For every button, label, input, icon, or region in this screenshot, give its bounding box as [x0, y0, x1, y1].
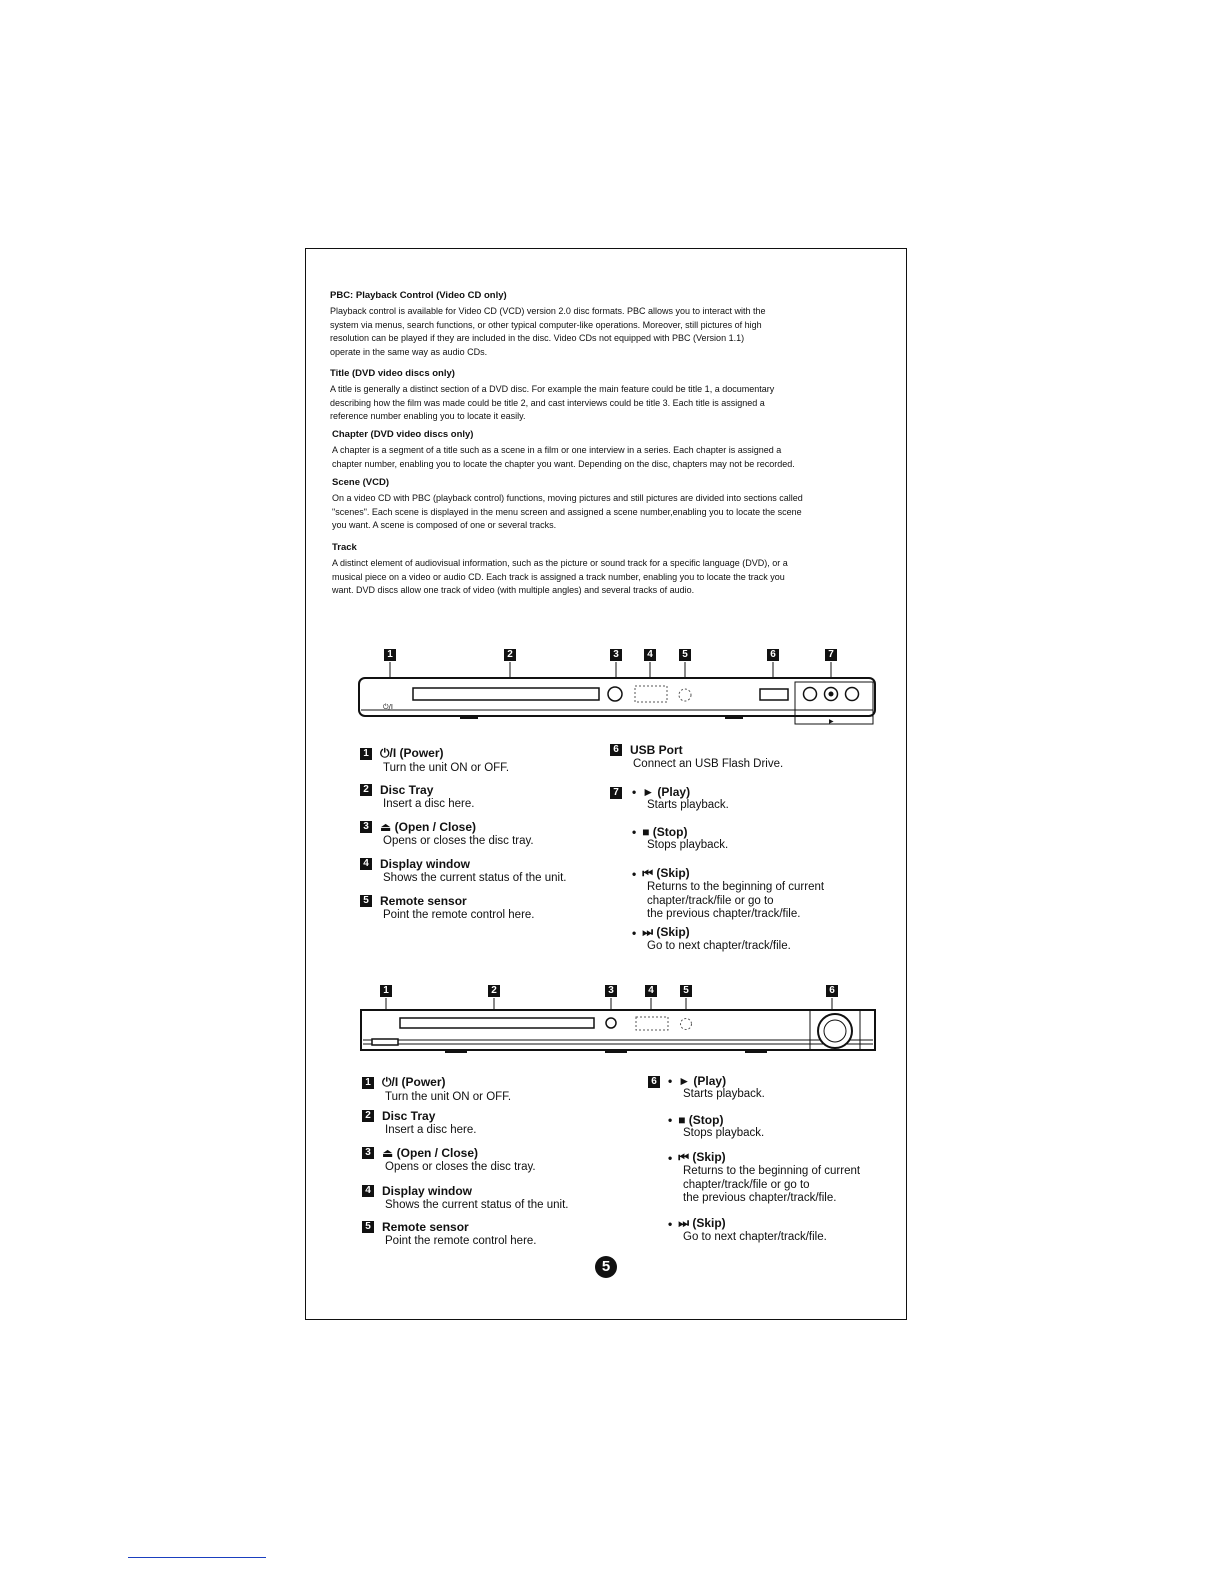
control-title: ⏮ (Skip) — [642, 866, 690, 880]
item-badge: 5 — [362, 1221, 374, 1233]
item-desc: Point the remote control here. — [383, 909, 535, 921]
panel1-controls-badge: 7 — [610, 787, 622, 799]
item-desc: Connect an USB Flash Drive. — [633, 758, 784, 770]
control-desc: the previous chapter/track/file. — [647, 908, 801, 920]
dvd-player-front-panel-1 — [355, 660, 880, 730]
item-title: ⏻/I (Power) — [380, 746, 444, 760]
callout-4: 4 — [645, 985, 657, 997]
callout-3: 3 — [610, 649, 622, 661]
glossary-line: A distinct element of audiovisual information, such as the picture or sound track for a specific language (DVD), or a — [332, 558, 788, 568]
callout-4: 4 — [644, 649, 656, 661]
glossary-line: On a video CD with PBC (playback control) functions, moving pictures and still pictures are divided into sections called — [332, 493, 803, 503]
glossary-line: resolution can be played if they are included in the disc. Video CDs not equipped with PBC (Version 1.1) — [330, 333, 745, 343]
item-title: Remote sensor — [382, 1220, 469, 1234]
control-desc: Returns to the beginning of current — [647, 881, 825, 893]
callout-3: 3 — [605, 985, 617, 997]
item-badge: 3 — [360, 821, 372, 833]
item-title: ⏏ (Open / Close) — [380, 820, 477, 834]
item-badge: 2 — [362, 1110, 374, 1122]
glossary-line: musical piece on a video or audio CD. Each track is assigned a track number, enabling you to locate the track you — [332, 571, 785, 582]
glossary-line: you want. A scene is composed of one or several tracks. — [332, 520, 557, 530]
panel2-control-skip-forward: • ⏭ (Skip) Go to next chapter/track/file. — [668, 1216, 827, 1243]
control-desc: Stops playback. — [647, 839, 729, 851]
page-number: 5 — [595, 1256, 617, 1278]
item-title: Disc Tray — [380, 783, 434, 797]
callout-2: 2 — [488, 985, 500, 997]
panel1-control-skip-forward: • ⏭ (Skip) Go to next chapter/track/file. — [632, 925, 791, 952]
item-title: USB Port — [630, 743, 683, 757]
panel1-control-play: • ► (Play) Starts playback. — [632, 785, 729, 811]
panel1-control-stop: • ■ (Stop) Stops playback. — [632, 825, 729, 851]
panel1-item-display-window — [360, 857, 566, 885]
control-title: ⏭ (Skip) — [642, 925, 690, 939]
glossary-chapter — [332, 429, 892, 471]
callout-2: 2 — [504, 649, 516, 661]
item-desc: Opens or closes the disc tray. — [385, 1161, 536, 1173]
item-title: ⏏ (Open / Close) — [382, 1146, 479, 1160]
item-title: Display window — [380, 857, 471, 871]
panel2-item-disc-tray — [362, 1109, 476, 1137]
glossary-line: reference number enabling you to locate it easily. — [330, 411, 526, 421]
panel2-control-skip-back: • ⏮ (Skip) Returns to the beginning of current chapter/track/file or go to the previous chapter/track/file. — [668, 1150, 861, 1204]
panel1-item-disc-tray — [360, 783, 474, 811]
glossary-title: Scene (VCD) — [332, 477, 390, 488]
glossary-line: A chapter is a segment of a title such as a scene in a film or one interview in a series. Each chapter is assigned a — [332, 445, 782, 455]
control-title: ⏮ (Skip) — [678, 1150, 726, 1164]
control-desc: Starts playback. — [683, 1088, 765, 1100]
item-badge: 5 — [360, 895, 372, 907]
glossary-line: system via menus, search functions, or other typical computer-like operations. Moreover, still pictures of high — [330, 319, 762, 330]
glossary-line: "scenes". Each scene is displayed in the menu screen and assigned a scene number,enabling you to locate the scene — [332, 506, 802, 517]
item-title: Disc Tray — [382, 1109, 436, 1123]
glossary-line: A title is generally a distinct section of a DVD disc. For example the main feature could be title 1, a documentary — [330, 384, 775, 394]
glossary-title: Chapter (DVD video discs only) — [332, 429, 474, 440]
item-badge: 4 — [360, 858, 372, 870]
glossary-line: chapter number, enabling you to locate the chapter you want. Depending on the disc, chapters may not be recorded. — [332, 458, 795, 469]
item-desc: Shows the current status of the unit. — [385, 1199, 569, 1211]
item-badge: 4 — [362, 1185, 374, 1197]
panel2-control-stop: • ■ (Stop) Stops playback. — [668, 1113, 765, 1139]
panel2-item-open-close — [362, 1146, 536, 1174]
panel2-item-display-window — [362, 1184, 568, 1212]
panel1-control-skip-back: • ⏮ (Skip) Returns to the beginning of current chapter/track/file or go to the previous chapter/track/file. — [632, 866, 825, 920]
control-desc: chapter/track/file or go to — [683, 1178, 810, 1191]
item-badge: 2 — [360, 784, 372, 796]
glossary-line: Playback control is available for Video CD (VCD) version 2.0 disc formats. PBC allows you to interact with the — [330, 306, 766, 316]
glossary-pbc — [330, 290, 890, 359]
item-badge: 6 — [610, 744, 622, 756]
glossary-title-section — [330, 368, 890, 424]
item-desc: Turn the unit ON or OFF. — [383, 762, 510, 774]
control-desc: chapter/track/file or go to — [647, 894, 774, 907]
panel1-item-remote-sensor — [360, 894, 535, 922]
callout-6: 6 — [767, 649, 779, 661]
control-desc: Go to next chapter/track/file. — [683, 1231, 827, 1243]
panel1-item-open-close — [360, 820, 534, 848]
control-desc: Go to next chapter/track/file. — [647, 940, 791, 952]
dvd-player-front-panel-2 — [355, 996, 880, 1058]
glossary-scene — [332, 477, 892, 533]
panel1-item-power — [360, 746, 509, 775]
footer-rule — [128, 1557, 266, 1558]
callout-1: 1 — [384, 649, 396, 661]
panel1-item-usb-port — [610, 743, 783, 771]
callout-6: 6 — [826, 985, 838, 997]
callout-5: 5 — [679, 649, 691, 661]
item-desc: Shows the current status of the unit. — [383, 872, 567, 884]
control-title: ■ (Stop) — [642, 825, 688, 839]
panel2-controls-badge: 6 — [648, 1076, 660, 1088]
power-symbol: ⏻/I — [383, 703, 393, 711]
item-badge: 1 — [360, 748, 372, 760]
glossary-line: want. DVD discs allow one track of video (with multiple angles) and several tracks of audio. — [332, 585, 695, 595]
panel2-item-power — [362, 1075, 511, 1104]
callout-5: 5 — [680, 985, 692, 997]
control-desc: Stops playback. — [683, 1127, 765, 1139]
glossary-track — [332, 542, 892, 598]
item-badge: 3 — [362, 1147, 374, 1159]
control-desc: Returns to the beginning of current — [683, 1165, 861, 1177]
callout-1: 1 — [380, 985, 392, 997]
play-symbol: ▶ — [829, 718, 834, 725]
panel2-control-play: • ► (Play) Starts playback. — [668, 1074, 765, 1100]
control-title: ► (Play) — [678, 1074, 727, 1088]
control-desc: Starts playback. — [647, 799, 729, 811]
item-desc: Turn the unit ON or OFF. — [385, 1091, 512, 1103]
callout-7: 7 — [825, 649, 837, 661]
glossary-title: PBC: Playback Control (Video CD only) — [330, 290, 507, 301]
glossary-title: Title (DVD video discs only) — [330, 368, 455, 379]
control-desc: the previous chapter/track/file. — [683, 1192, 837, 1204]
control-title: ► (Play) — [642, 785, 691, 799]
panel2-item-remote-sensor — [362, 1220, 537, 1248]
item-desc: Insert a disc here. — [385, 1124, 477, 1136]
item-desc: Opens or closes the disc tray. — [383, 835, 534, 847]
item-title: Display window — [382, 1184, 473, 1198]
glossary-line: describing how the film was made could be title 2, and cast interviews could be title 3. Each title is assigned a — [330, 397, 765, 408]
glossary-line: operate in the same way as audio CDs. — [330, 346, 488, 357]
item-title: Remote sensor — [380, 894, 467, 908]
item-title: ⏻/I (Power) — [382, 1075, 446, 1089]
control-title: ⏭ (Skip) — [678, 1216, 726, 1230]
control-title: ■ (Stop) — [678, 1113, 724, 1127]
item-desc: Insert a disc here. — [383, 798, 475, 810]
item-desc: Point the remote control here. — [385, 1235, 537, 1247]
item-badge: 1 — [362, 1077, 374, 1089]
glossary-title: Track — [332, 542, 357, 553]
